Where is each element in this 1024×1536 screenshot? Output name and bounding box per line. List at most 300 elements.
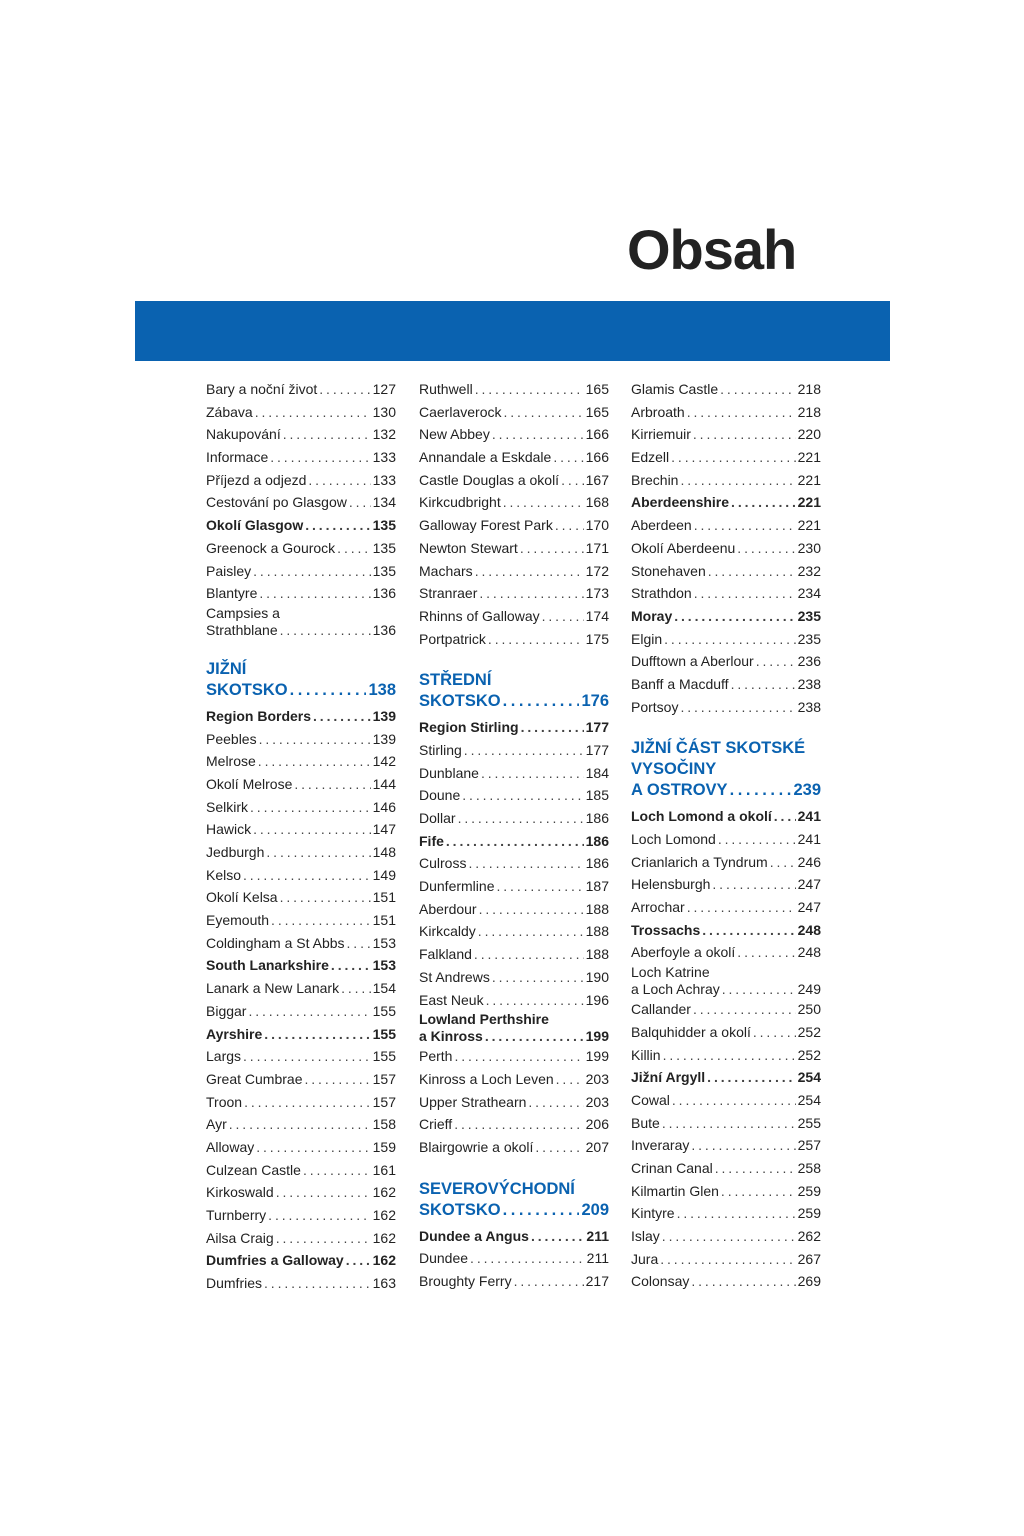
toc-entry-page: 155 — [372, 1048, 396, 1065]
toc-entry[interactable] — [631, 1225, 821, 1248]
toc-entry-label: Crianlarich a Tyndrum — [631, 853, 768, 870]
section-heading-last-line — [631, 780, 821, 801]
toc-entry-page: 159 — [372, 1138, 396, 1155]
dot-leader — [731, 673, 796, 696]
toc-entry-label: Islay — [631, 1228, 660, 1244]
section-heading-label: SKOTSKO — [419, 1200, 501, 1219]
toc-entry-page: 207 — [585, 1138, 609, 1155]
toc-entry-page: 199 — [585, 1048, 609, 1065]
dot-leader — [770, 851, 796, 874]
page-title: Obsah — [627, 218, 797, 281]
toc-entry[interactable] — [631, 401, 821, 424]
toc-entry-page: 257 — [797, 1137, 821, 1154]
toc-entry[interactable] — [631, 1089, 821, 1112]
toc-entry[interactable] — [419, 1091, 609, 1114]
toc-entry[interactable] — [206, 1272, 396, 1295]
dot-leader — [662, 1225, 796, 1248]
dot-leader — [694, 582, 796, 605]
toc-entry-page: 133 — [372, 449, 396, 466]
toc-entry-page: 154 — [372, 980, 396, 997]
section-heading-last-line — [419, 1200, 609, 1221]
toc-entry-label: Loch Lomond — [631, 831, 716, 847]
toc-entry[interactable] — [631, 896, 821, 919]
toc-entry-page: 161 — [372, 1161, 396, 1178]
toc-entry-page: 130 — [372, 403, 396, 420]
toc-entry[interactable] — [631, 1044, 821, 1067]
toc-entry[interactable] — [419, 582, 609, 605]
toc-entry-page: 155 — [372, 1025, 396, 1042]
dot-leader — [479, 898, 584, 921]
toc-entry[interactable] — [631, 1270, 821, 1293]
toc-section-heading[interactable] — [206, 659, 396, 701]
toc-entry[interactable] — [419, 739, 609, 762]
toc-entry[interactable] — [206, 1091, 396, 1114]
toc-entry[interactable] — [419, 807, 609, 830]
toc-entry[interactable] — [631, 998, 821, 1021]
toc-entry-label: Edzell — [631, 449, 670, 466]
toc-entry[interactable] — [206, 560, 396, 583]
section-heading-label: SKOTSKO — [419, 692, 501, 711]
toc-entry[interactable] — [631, 696, 821, 719]
toc-entry-label: Coldingham a St Abbs — [206, 934, 345, 951]
toc-entry[interactable] — [631, 873, 821, 896]
dot-leader — [488, 628, 584, 651]
toc-entry-label: Jedburgh — [206, 844, 265, 860]
dot-leader — [691, 1134, 795, 1157]
toc-entry[interactable] — [419, 943, 609, 966]
toc-entry-label: Great Cumbrae — [206, 1070, 303, 1087]
toc-section-heading[interactable] — [419, 670, 609, 712]
dot-leader — [280, 886, 371, 909]
toc-entry[interactable] — [419, 1113, 609, 1136]
dot-leader — [253, 560, 371, 583]
toc-entry-label: Okolí Aberdeenu — [631, 539, 736, 556]
toc-entry-label: Annandale a Eskdale — [419, 449, 552, 466]
toc-entry-label: Ruthwell — [419, 381, 473, 397]
toc-entry-label-line1: Loch Katrine — [631, 964, 710, 981]
toc-entry[interactable] — [206, 864, 396, 887]
toc-entry-label: Loch Lomond a okolí — [631, 808, 772, 825]
toc-entry-label: Greenock a Gourock — [206, 539, 336, 556]
toc-entry[interactable] — [631, 941, 821, 964]
toc-entry-page: 255 — [797, 1114, 821, 1131]
toc-entry[interactable] — [631, 537, 821, 560]
toc-entry-page: 238 — [797, 675, 821, 692]
toc-entry-label: Ayrshire — [206, 1025, 263, 1042]
toc-entry-page: 168 — [585, 494, 609, 511]
toc-entry[interactable] — [206, 796, 396, 819]
toc-entry[interactable] — [631, 446, 821, 469]
toc-entry-label: Crinan Canal — [631, 1159, 713, 1176]
toc-entry[interactable] — [419, 560, 609, 583]
toc-entry-label-line1: Lowland Perthshire — [419, 1011, 549, 1028]
toc-entry[interactable] — [419, 1011, 609, 1045]
toc-entry-label: Dumfries — [206, 1275, 263, 1292]
toc-entry-page: 184 — [585, 764, 609, 781]
toc-entry-label: Okolí Kelsa — [206, 889, 278, 906]
toc-entry-line2 — [631, 981, 821, 998]
toc-entry[interactable] — [206, 1204, 396, 1227]
section-heading-line: JIŽNÍ — [206, 659, 247, 678]
toc-entry[interactable] — [419, 1045, 609, 1068]
dot-leader — [478, 920, 584, 943]
toc-entry-label: Galloway Forest Park — [419, 517, 553, 534]
toc-entry[interactable] — [419, 446, 609, 469]
dot-leader — [256, 1136, 370, 1159]
toc-entry[interactable] — [419, 762, 609, 785]
toc-entry[interactable] — [419, 378, 609, 401]
toc-entry-page: 170 — [585, 517, 609, 534]
toc-entry-page: 258 — [797, 1159, 821, 1176]
toc-section-heading[interactable] — [419, 1179, 609, 1221]
toc-entry-page: 232 — [797, 562, 821, 579]
toc-entry-page: 175 — [585, 630, 609, 647]
toc-entry[interactable] — [631, 851, 821, 874]
dot-leader — [294, 773, 370, 796]
toc-entry[interactable] — [206, 1023, 396, 1046]
toc-entry-label: Aberfoyle a okolí — [631, 944, 736, 961]
toc-entry-page: 249 — [797, 981, 821, 998]
dot-leader — [283, 423, 371, 446]
toc-entry[interactable] — [206, 773, 396, 796]
toc-entry[interactable] — [631, 1066, 821, 1089]
section-heading-page: 209 — [581, 1200, 609, 1219]
toc-entry-label: Bary a noční život — [206, 381, 318, 397]
toc-entry[interactable] — [206, 1000, 396, 1023]
toc-entry[interactable] — [419, 605, 609, 628]
dot-leader — [753, 1021, 796, 1044]
toc-entry-label: Largs — [206, 1048, 242, 1065]
toc-entry-page: 144 — [372, 775, 396, 792]
toc-entry-label: Selkirk — [206, 798, 249, 815]
toc-section-heading[interactable] — [631, 738, 821, 801]
toc-entry[interactable] — [419, 401, 609, 424]
dot-leader — [677, 1202, 796, 1225]
toc-entry[interactable] — [206, 886, 396, 909]
toc-entry-label: Upper Strathearn — [419, 1093, 527, 1110]
toc-entry-page: 248 — [797, 921, 821, 938]
toc-entry[interactable] — [206, 705, 396, 728]
toc-entry-page: 254 — [797, 1069, 821, 1086]
toc-entry[interactable] — [206, 401, 396, 424]
toc-entry[interactable] — [206, 514, 396, 537]
toc-entry-page: 235 — [797, 630, 821, 647]
section-heading-label: SKOTSKO — [206, 680, 288, 699]
toc-entry[interactable] — [206, 1227, 396, 1250]
toc-entry-label: Helensburgh — [631, 876, 711, 893]
dot-leader — [304, 1068, 370, 1091]
toc-entry[interactable] — [206, 1113, 396, 1136]
toc-entry-label: Killin — [631, 1046, 661, 1063]
toc-entry[interactable] — [419, 628, 609, 651]
toc-entry-label: Paisley — [206, 562, 252, 579]
toc-entry[interactable] — [631, 650, 821, 673]
toc-entry[interactable] — [419, 898, 609, 921]
toc-entry[interactable] — [631, 673, 821, 696]
toc-entry[interactable] — [206, 954, 396, 977]
toc-entry-page: 247 — [797, 899, 821, 916]
dot-leader — [271, 909, 371, 932]
toc-entry-page: 153 — [372, 934, 396, 951]
toc-entry-label: Kintyre — [631, 1205, 675, 1222]
toc-entry[interactable] — [206, 977, 396, 1000]
toc-entry-page: 206 — [585, 1116, 609, 1133]
toc-entry-label: Dumfries a Galloway — [206, 1252, 344, 1269]
toc-entry[interactable] — [419, 1247, 609, 1270]
toc-entry[interactable] — [206, 932, 396, 955]
toc-entry-page: 238 — [797, 698, 821, 715]
dot-leader — [290, 680, 367, 701]
dot-leader — [721, 1180, 796, 1203]
toc-entry-label: Balquhidder a okolí — [631, 1023, 751, 1040]
toc-entry-label: Stranraer — [419, 585, 478, 602]
toc-entry-label: Callander — [631, 1001, 691, 1018]
toc-entry-label: Jura — [631, 1250, 659, 1267]
toc-entry-label: Aberdour — [419, 900, 477, 917]
toc-entry-label: Nakupování — [206, 426, 281, 443]
toc-entry-label: Aberdeen — [631, 517, 692, 534]
dot-leader — [737, 941, 795, 964]
toc-entry-page: 187 — [585, 878, 609, 895]
dot-leader — [468, 852, 583, 875]
dot-leader — [662, 1112, 796, 1135]
toc-entry-label: South Lanarkshire — [206, 957, 329, 974]
toc-entry-page: 177 — [585, 719, 609, 736]
toc-entry[interactable] — [631, 605, 821, 628]
section-heading-line: SEVEROVÝCHODNÍ — [419, 1179, 575, 1198]
toc-entry[interactable] — [631, 1157, 821, 1180]
toc-entry[interactable] — [419, 920, 609, 943]
toc-entry[interactable] — [419, 491, 609, 514]
toc-entry[interactable] — [419, 1136, 609, 1159]
toc-entry[interactable] — [419, 716, 609, 739]
toc-entry[interactable] — [631, 628, 821, 651]
dot-leader — [712, 873, 795, 896]
toc-entry[interactable] — [206, 1136, 396, 1159]
toc-entry-label: Falkland — [419, 946, 472, 963]
toc-entry-page: 234 — [797, 585, 821, 602]
dot-leader — [268, 1204, 370, 1227]
toc-entry[interactable] — [419, 423, 609, 446]
dot-leader — [503, 691, 580, 712]
toc-entry[interactable] — [206, 469, 396, 492]
toc-entry-page: 203 — [585, 1070, 609, 1087]
dot-leader — [691, 1270, 795, 1293]
toc-entry[interactable] — [206, 378, 396, 401]
toc-entry[interactable] — [419, 784, 609, 807]
toc-entry[interactable] — [419, 1225, 609, 1248]
toc-entry[interactable] — [631, 514, 821, 537]
toc-entry-page: 235 — [797, 607, 821, 624]
toc-entry-page: 220 — [797, 426, 821, 443]
dot-leader — [702, 919, 795, 942]
toc-entry-page: 172 — [585, 562, 609, 579]
toc-entry-label-line2: a Kinross — [419, 1028, 483, 1045]
toc-entry-label: Newton Stewart — [419, 539, 518, 556]
toc-entry-page: 196 — [585, 991, 609, 1008]
toc-entry[interactable] — [206, 1249, 396, 1272]
toc-entry-page: 267 — [797, 1250, 821, 1267]
dot-leader — [270, 446, 370, 469]
toc-entry-page: 162 — [372, 1207, 396, 1223]
toc-entry-label: Stonehaven — [631, 562, 706, 579]
toc-entry[interactable] — [206, 582, 396, 605]
toc-entry[interactable] — [206, 1181, 396, 1204]
dot-leader — [556, 1068, 584, 1091]
section-heading-line: STŘEDNÍ — [419, 671, 492, 690]
dot-leader — [680, 469, 795, 492]
section-heading-label: A OSTROVY — [631, 781, 728, 800]
toc-entry[interactable] — [419, 514, 609, 537]
toc-entry[interactable] — [206, 423, 396, 446]
toc-entry[interactable] — [419, 966, 609, 989]
dot-leader — [528, 1091, 583, 1114]
toc-entry-page: 149 — [372, 866, 396, 883]
toc-entry[interactable] — [631, 378, 821, 401]
dot-leader — [464, 739, 584, 762]
dot-leader — [264, 1023, 370, 1046]
toc-entry-label: St Andrews — [419, 968, 490, 985]
toc-entry-label: Perth — [419, 1048, 453, 1065]
toc-entry-page: 132 — [372, 426, 396, 443]
toc-entry-label: Blantyre — [206, 585, 258, 602]
toc-entry[interactable] — [631, 582, 821, 605]
toc-entry-page: 199 — [585, 1028, 609, 1045]
toc-entry-page: 250 — [797, 1001, 821, 1018]
dot-leader — [303, 1159, 371, 1182]
toc-entry[interactable] — [631, 491, 821, 514]
toc-entry[interactable] — [419, 1068, 609, 1091]
toc-entry[interactable] — [631, 469, 821, 492]
toc-entry[interactable] — [206, 818, 396, 841]
toc-entry-page: 254 — [797, 1091, 821, 1108]
toc-entry-page: 203 — [585, 1093, 609, 1110]
toc-entry-label: Biggar — [206, 1002, 247, 1019]
toc-entry[interactable] — [206, 605, 396, 639]
toc-entry[interactable] — [631, 805, 821, 828]
toc-entry[interactable] — [206, 446, 396, 469]
toc-entry-page: 218 — [797, 381, 821, 397]
toc-entry-page: 135 — [372, 539, 396, 556]
dot-leader — [672, 1089, 796, 1112]
dot-leader — [280, 622, 371, 639]
toc-entry[interactable] — [206, 1045, 396, 1068]
toc-entry-label: Machars — [419, 562, 473, 579]
toc-entry[interactable] — [206, 1068, 396, 1091]
toc-entry-page: 211 — [586, 1250, 609, 1267]
dot-leader — [693, 423, 796, 446]
toc-entry[interactable] — [206, 491, 396, 514]
dot-leader — [253, 818, 371, 841]
toc-entry[interactable] — [419, 875, 609, 898]
toc-entry-page: 139 — [372, 707, 396, 724]
dot-leader — [276, 1227, 371, 1250]
dot-leader — [266, 841, 370, 864]
toc-entry[interactable] — [419, 469, 609, 492]
dot-leader — [349, 491, 371, 514]
toc-entry-label: Turnberry — [206, 1207, 267, 1223]
toc-entry[interactable] — [206, 841, 396, 864]
toc-entry[interactable] — [419, 830, 609, 853]
toc-entry-label: Doune — [419, 787, 461, 804]
toc-entry-label: Arbroath — [631, 403, 685, 420]
toc-entry-page: 153 — [372, 957, 396, 974]
toc-entry[interactable] — [631, 964, 821, 998]
toc-entry[interactable] — [206, 750, 396, 773]
dot-leader — [458, 807, 584, 830]
toc-entry[interactable] — [419, 537, 609, 560]
toc-entry-label: Trossachs — [631, 921, 701, 938]
dot-leader — [248, 1000, 370, 1023]
toc-entry[interactable] — [419, 852, 609, 875]
toc-entry[interactable] — [631, 919, 821, 942]
toc-entry[interactable] — [206, 728, 396, 751]
toc-entry-label: Moray — [631, 607, 673, 624]
toc-entry-page: 134 — [372, 494, 396, 511]
toc-entry-page: 151 — [372, 912, 396, 929]
toc-entry[interactable] — [631, 1134, 821, 1157]
toc-entry[interactable] — [206, 537, 396, 560]
toc-entry-label: Zábava — [206, 403, 253, 420]
toc-entry-page: 142 — [372, 753, 396, 770]
toc-entry[interactable] — [631, 1180, 821, 1203]
toc-entry[interactable] — [206, 1159, 396, 1182]
toc-entry-label: Troon — [206, 1093, 243, 1110]
toc-entry[interactable] — [631, 1248, 821, 1271]
toc-entry[interactable] — [631, 828, 821, 851]
dot-leader — [264, 1272, 371, 1295]
toc-entry-label: Blairgowrie a okolí — [419, 1138, 534, 1155]
toc-entry-page: 186 — [585, 855, 609, 872]
toc-entry[interactable] — [631, 1202, 821, 1225]
toc-column-3 — [631, 378, 821, 1293]
toc-entry[interactable] — [631, 1112, 821, 1135]
toc-entry-label: Kinross a Loch Leven — [419, 1070, 554, 1087]
toc-entry[interactable] — [419, 989, 609, 1012]
toc-entry-page: 259 — [797, 1182, 821, 1199]
toc-entry-page: 221 — [797, 494, 821, 511]
dot-leader — [255, 401, 371, 424]
dot-leader — [347, 932, 371, 955]
toc-entry-label-line2: Strathblane — [206, 621, 278, 638]
toc-entry[interactable] — [631, 560, 821, 583]
dot-leader — [446, 830, 584, 853]
toc-entry-label: Jižní Argyll — [631, 1069, 706, 1086]
toc-entry-page: 173 — [585, 585, 609, 602]
dot-leader — [722, 981, 796, 998]
toc-entry-page: 248 — [797, 944, 821, 961]
toc-entry[interactable] — [206, 909, 396, 932]
dot-leader — [664, 628, 796, 651]
toc-entry-label: Caerlaverock — [419, 403, 502, 420]
section-heading-page: 138 — [368, 680, 396, 699]
toc-entry-page: 165 — [585, 403, 609, 420]
toc-entry[interactable] — [631, 423, 821, 446]
toc-entry-label: Broughty Ferry — [419, 1273, 512, 1289]
toc-entry-page: 186 — [585, 832, 609, 849]
toc-entry[interactable] — [419, 1270, 609, 1293]
toc-entry-label: Region Stirling — [419, 719, 519, 736]
header-banner — [135, 301, 890, 361]
toc-entry-label: Dunfermline — [419, 878, 495, 895]
dot-leader — [337, 537, 370, 560]
toc-entry-label: Region Borders — [206, 707, 312, 724]
dot-leader — [479, 582, 583, 605]
toc-entry-label: Dollar — [419, 810, 456, 826]
toc-entry-label: Kirkoswald — [206, 1184, 274, 1201]
dot-leader — [521, 716, 584, 739]
toc-entry[interactable] — [631, 1021, 821, 1044]
